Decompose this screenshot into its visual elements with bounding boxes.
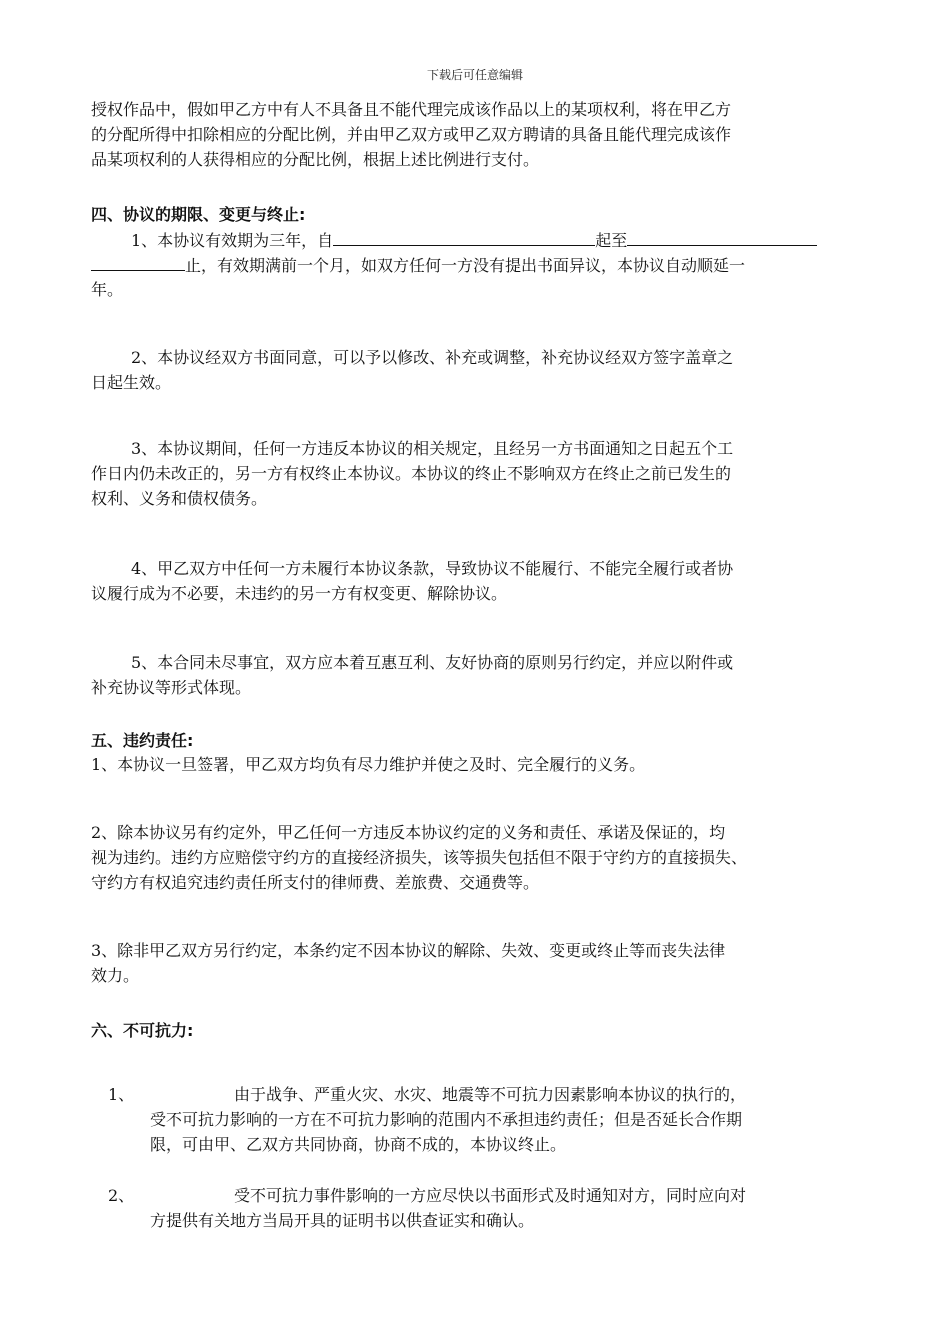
text-line: 作日内仍未改正的，另一方有权终止本协议。本协议的终止不影响双方在终止之前已发生的 [91, 464, 732, 483]
clause-text: 年。 [91, 280, 124, 299]
section-5-clause-1 [91, 752, 871, 777]
text-line: 守约方有权追究违约责任所支付的律师费、差旅费、交通费等。 [91, 873, 540, 892]
section-6-clause-2-number: 2、 [108, 1186, 135, 1205]
text-line: 效力。 [91, 966, 140, 985]
end-date-blank[interactable] [627, 227, 817, 246]
section-5-clause-2 [91, 820, 871, 895]
start-date-blank[interactable] [333, 227, 595, 246]
intro-paragraph [91, 97, 871, 172]
clause-text: 起至 [595, 231, 628, 250]
text-line: 视为违约。违约方应赔偿守约方的直接经济损失，该等损失包括但不限于守约方的直接损失、 [91, 848, 748, 867]
end-date-blank-cont[interactable] [91, 252, 185, 271]
section-6-clause-1 [150, 1082, 870, 1157]
section-6-title: 六、不可抗力: [91, 1021, 194, 1040]
section-4-clause-1 [91, 227, 871, 302]
text-line: 受不可抗力事件影响的一方应尽快以书面形式及时通知对方，同时应向对 [234, 1186, 747, 1205]
section-6-clause-2 [150, 1183, 870, 1233]
section-5-clause-3 [91, 938, 871, 988]
section-4-clause-3 [91, 436, 871, 511]
text-line: 议履行成为不必要，未违约的另一方有权变更、解除协议。 [91, 584, 508, 603]
section-5-title: 五、违约责任: [91, 731, 194, 750]
clause-text: 1、本协议有效期为三年，自 [131, 231, 334, 250]
text-line: 5、本合同未尽事宜，双方应本着互惠互利、友好协商的原则另行约定，并应以附件或 [131, 653, 734, 672]
text-line: 授权作品中，假如甲乙方中有人不具备且不能代理完成该作品以上的某项权利，将在甲乙方 [91, 100, 732, 119]
text-line: 的分配所得中扣除相应的分配比例，并由甲乙双方或甲乙双方聘请的具备且能代理完成该作 [91, 125, 732, 144]
page-header-note: 下载后可任意编辑 [426, 68, 523, 82]
section-4-clause-2 [91, 345, 871, 395]
text-line: 3、除非甲乙双方另行约定，本条约定不因本协议的解除、失效、变更或终止等而丧失法律 [91, 941, 726, 960]
text-line: 方提供有关地方当局开具的证明书以供查证实和确认。 [150, 1211, 535, 1230]
text-line: 补充协议等形式体现。 [91, 678, 252, 697]
text-line: 3、本协议期间，任何一方违反本协议的相关规定，且经另一方书面通知之日起五个工 [131, 439, 734, 458]
text-line: 4、甲乙双方中任何一方未履行本协议条款，导致协议不能履行、不能完全履行或者协 [131, 559, 734, 578]
text-line: 受不可抗力影响的一方在不可抗力影响的范围内不承担违约责任；但是否延长合作期 [150, 1110, 743, 1129]
text-line: 由于战争、严重火灾、水灾、地震等不可抗力因素影响本协议的执行的， [234, 1085, 747, 1104]
section-4-clause-4 [91, 556, 871, 606]
section-4-clause-5 [91, 650, 871, 700]
text-line: 1、本协议一旦签署，甲乙双方均负有尽力维护并使之及时、完全履行的义务。 [91, 755, 646, 774]
text-line: 日起生效。 [91, 373, 172, 392]
section-4-title: 四、协议的期限、变更与终止: [91, 205, 306, 224]
text-line: 2、本协议经双方书面同意，可以予以修改、补充或调整，补充协议经双方签字盖章之 [131, 348, 734, 367]
text-line: 权利、义务和债权债务。 [91, 489, 268, 508]
clause-text: 止，有效期满前一个月，如双方任何一方没有提出书面异议，本协议自动顺延一 [185, 256, 746, 275]
section-6-clause-1-number: 1、 [108, 1085, 135, 1104]
text-line: 2、除本协议另有约定外，甲乙任何一方违反本协议约定的义务和责任、承诺及保证的，均 [91, 823, 726, 842]
text-line: 品某项权利的人获得相应的分配比例，根据上述比例进行支付。 [91, 150, 540, 169]
text-line: 限，可由甲、乙双方共同协商，协商不成的，本协议终止。 [150, 1135, 567, 1154]
